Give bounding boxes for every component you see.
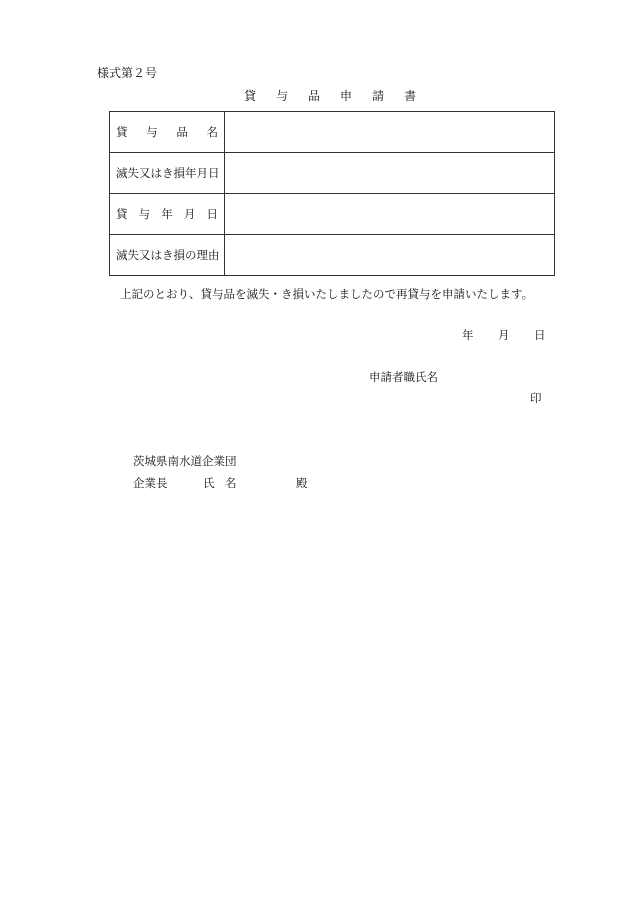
table-row-loan-date bbox=[110, 194, 555, 235]
applicant-label: 申請者職氏名 bbox=[369, 370, 438, 384]
addressee-line bbox=[133, 478, 308, 490]
statement-text: 上記のとおり、貸与品を滅失・き損いたしましたので再貸与を申請いたします。 bbox=[120, 287, 534, 301]
application-table bbox=[109, 111, 555, 276]
addressee-name-char: 名 bbox=[225, 476, 237, 490]
table-row-loss-date bbox=[110, 153, 555, 194]
label-char: 月 bbox=[183, 207, 196, 221]
seal-mark: 印 bbox=[530, 391, 542, 405]
title-char: 申 bbox=[340, 89, 353, 103]
label-char: 年 bbox=[161, 207, 173, 221]
title-char: 貸 bbox=[244, 89, 257, 103]
label-char: 貸 bbox=[116, 207, 128, 221]
item-name-label bbox=[110, 112, 225, 153]
loss-date-value[interactable] bbox=[225, 153, 555, 194]
table-row-item-name bbox=[110, 112, 555, 153]
loss-reason-label: 滅失又はき損の理由 bbox=[110, 235, 225, 276]
date-line bbox=[462, 330, 546, 342]
label-char: 貸 bbox=[116, 125, 128, 139]
addressee-organization: 茨城県南水道企業団 bbox=[133, 454, 237, 468]
form-number: 様式第２号 bbox=[97, 66, 158, 80]
addressee-honorific: 殿 bbox=[296, 476, 308, 490]
title-char: 請 bbox=[372, 89, 385, 103]
loss-reason-value[interactable] bbox=[225, 235, 555, 276]
table-row-loss-reason bbox=[110, 235, 555, 276]
loan-date-label bbox=[110, 194, 225, 235]
loan-date-value[interactable] bbox=[225, 194, 555, 235]
label-char: 日 bbox=[206, 207, 218, 221]
date-month: 月 bbox=[498, 328, 510, 342]
addressee-title: 企業長 bbox=[133, 476, 168, 490]
title-char: 与 bbox=[276, 89, 289, 103]
date-day: 日 bbox=[534, 328, 546, 342]
item-name-value[interactable] bbox=[225, 112, 555, 153]
label-char: 与 bbox=[146, 125, 158, 139]
loss-date-label: 滅失又はき損年月日 bbox=[110, 153, 225, 194]
date-year: 年 bbox=[462, 328, 474, 342]
label-char: 与 bbox=[138, 207, 151, 221]
title-char: 書 bbox=[404, 89, 417, 103]
title-char: 品 bbox=[308, 89, 321, 103]
addressee-name-char: 氏 bbox=[203, 476, 215, 490]
document-title bbox=[244, 90, 416, 102]
label-char: 品 bbox=[176, 125, 188, 139]
label-char: 名 bbox=[206, 125, 218, 139]
